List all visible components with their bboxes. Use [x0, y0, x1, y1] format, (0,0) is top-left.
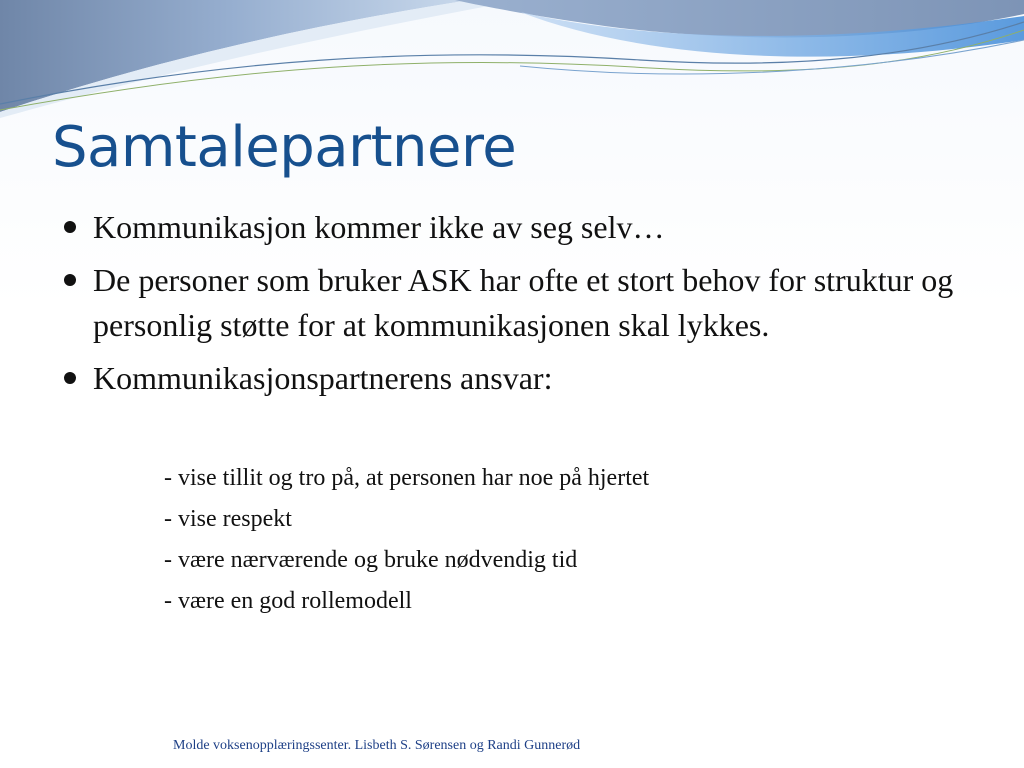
bullet-item: [60, 356, 980, 401]
bullet-dot-icon: [64, 372, 76, 384]
slide-title: Samtalepartnere: [52, 115, 517, 180]
bullet-text: Kommunikasjon kommer ikke av seg selv…: [93, 209, 665, 245]
sub-item: - vise respekt: [164, 506, 292, 532]
header-wave-decoration: [0, 0, 1024, 120]
bullet-text: De personer som bruker ASK har ofte et stort behov for struktur og personlig støtte for at kommunikasjonen skal lykkes.: [93, 262, 954, 343]
sub-item: - være en god rollemodell: [164, 588, 412, 614]
sub-item-list: [164, 458, 649, 622]
slide-footer: Molde voksenopplæringssenter. Lisbeth S. Sørensen og Randi Gunnerød: [173, 738, 581, 753]
bullet-item: [60, 258, 980, 348]
bullet-dot-icon: [64, 274, 76, 286]
bullet-text: Kommunikasjonspartnerens ansvar:: [93, 360, 553, 396]
sub-item: - vise tillit og tro på, at personen har noe på hjertet: [164, 465, 650, 491]
bullet-item: [60, 205, 980, 250]
bullet-dot-icon: [64, 221, 76, 233]
bullet-list: [60, 205, 980, 409]
sub-item: - være nærværende og bruke nødvendig tid: [164, 547, 578, 573]
